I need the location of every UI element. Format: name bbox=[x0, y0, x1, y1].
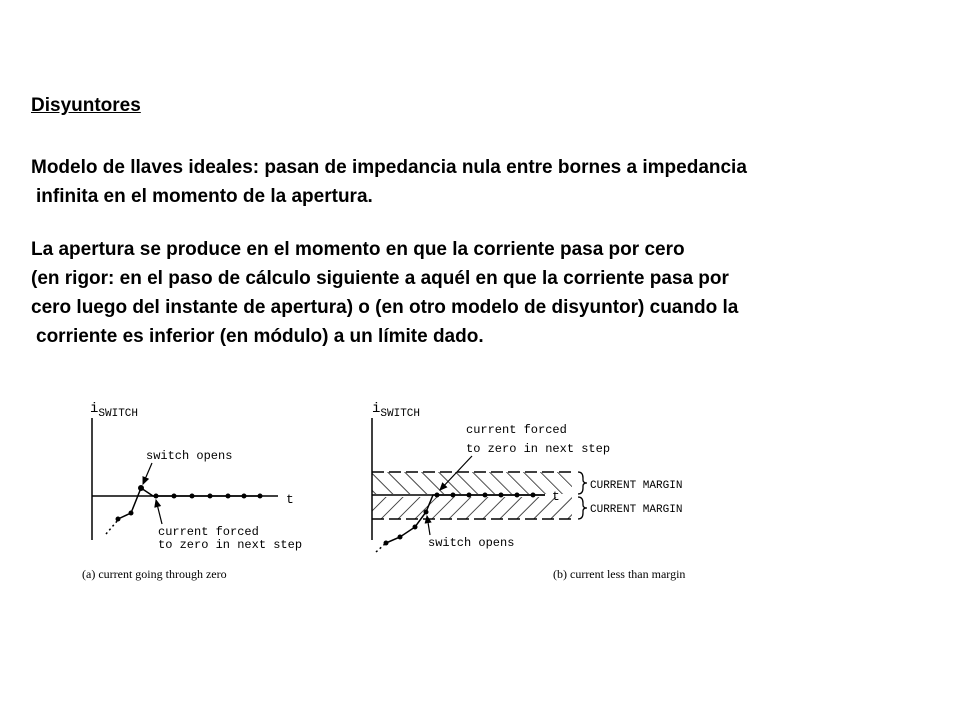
sample-point bbox=[190, 494, 195, 499]
figure-b-upper-brace bbox=[578, 472, 587, 494]
paragraph1-line-1: Modelo de llaves ideales: pasan de impedancia nula entre bornes a impedancia bbox=[31, 157, 747, 178]
sample-point bbox=[435, 493, 440, 498]
page-title: Disyuntores bbox=[31, 95, 141, 116]
figure-b-forced-label-1: current forced bbox=[466, 423, 567, 437]
sample-point bbox=[129, 511, 134, 516]
figure-a-dotted-lead bbox=[106, 520, 118, 534]
figure-b-y-axis-label: $i_{SWITCH}$ bbox=[372, 401, 421, 420]
figure-b bbox=[372, 401, 685, 581]
figure-a-y-axis-label: $i_{SWITCH}$ bbox=[90, 401, 139, 420]
figure-a-switch-opens-label: switch opens bbox=[146, 449, 233, 463]
figure-a-forced-label-1: current forced bbox=[158, 525, 259, 539]
sample-point bbox=[116, 517, 121, 522]
paragraph2-line-2: (en rigor: en el paso de cálculo siguiente a aquél en que la corriente pasa por bbox=[31, 268, 729, 289]
figure-a-switch-opens-arrow bbox=[143, 463, 152, 484]
figure-b-upper-margin-label: CURRENT MARGIN bbox=[590, 480, 683, 492]
figure-a-current-curve bbox=[118, 488, 260, 519]
sample-point bbox=[384, 541, 389, 546]
sample-point bbox=[208, 494, 213, 499]
figure-a-x-axis-label: t bbox=[286, 492, 294, 507]
paragraph2-line-3: cero luego del instante de apertura) o (en otro modelo de disyuntor) cuando la bbox=[31, 297, 739, 318]
figure-b-upper-margin-band bbox=[372, 472, 572, 494]
sample-point bbox=[138, 485, 144, 491]
figure-a-samples bbox=[116, 485, 263, 522]
figure-b-switch-opens-label: switch opens bbox=[428, 536, 515, 550]
figure-b-x-axis-label: t bbox=[552, 489, 560, 504]
paragraph2-line-4: corriente es inferior (en módulo) a un límite dado. bbox=[36, 326, 484, 347]
sample-point bbox=[424, 510, 429, 515]
sample-point bbox=[413, 525, 418, 530]
sample-point bbox=[483, 493, 488, 498]
sample-point bbox=[531, 493, 536, 498]
paragraph1-line-2: infinita en el momento de la apertura. bbox=[36, 186, 373, 207]
figure-b-forced-label-2: to zero in next step bbox=[466, 442, 611, 456]
figure-b-caption: (b) current less than margin bbox=[553, 567, 686, 581]
sample-point bbox=[467, 493, 472, 498]
sample-point bbox=[515, 493, 520, 498]
sample-point bbox=[451, 493, 456, 498]
sample-point bbox=[398, 535, 403, 540]
sample-point bbox=[242, 494, 247, 499]
paragraph2-line-1: La apertura se produce en el momento en que la corriente pasa por cero bbox=[31, 239, 685, 260]
sample-point bbox=[226, 494, 231, 499]
figure-a bbox=[82, 401, 302, 581]
figure-b-lower-margin-label: CURRENT MARGIN bbox=[590, 504, 683, 516]
sample-point bbox=[172, 494, 177, 499]
figure-a-caption: (a) current going through zero bbox=[82, 567, 227, 581]
figure-a-forced-label-2: to zero in next step bbox=[158, 538, 303, 552]
sample-point bbox=[499, 493, 504, 498]
sample-point bbox=[154, 494, 159, 499]
sample-point bbox=[258, 494, 263, 499]
figure-b-lower-margin-band bbox=[372, 497, 572, 519]
figure-a-forced-arrow bbox=[156, 500, 162, 524]
figure-b-lower-brace bbox=[578, 497, 587, 519]
